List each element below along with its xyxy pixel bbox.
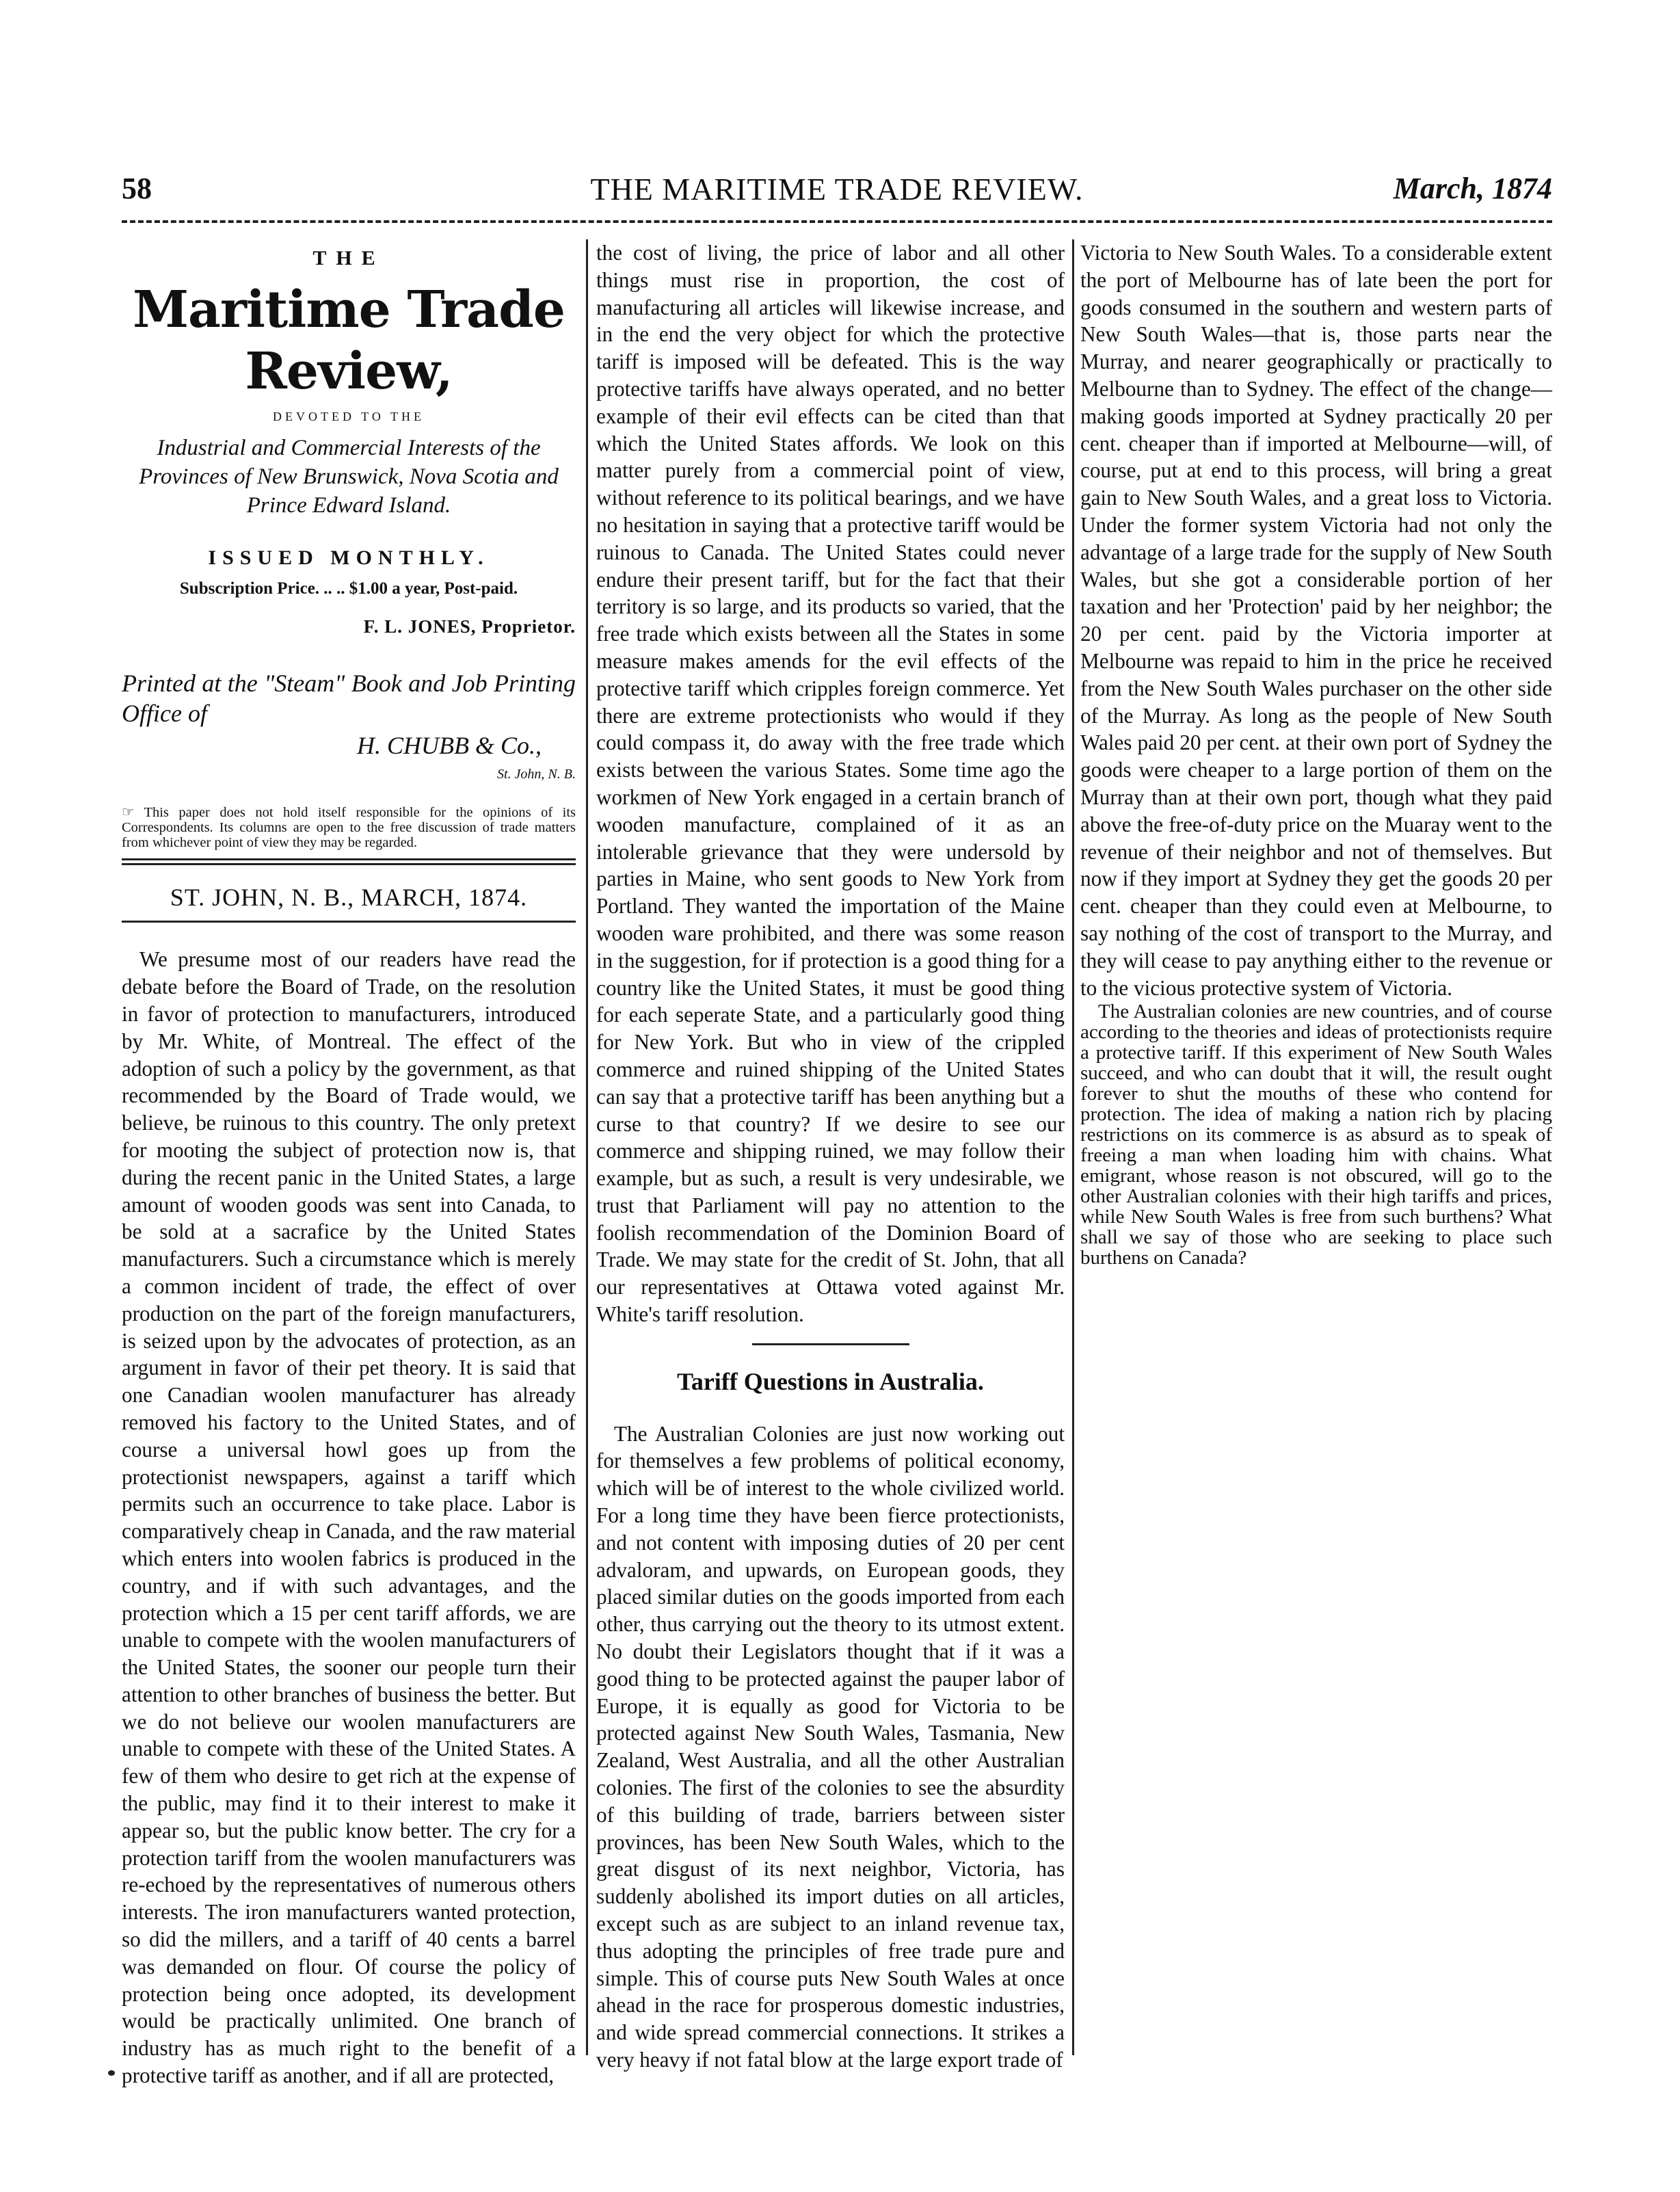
dateline-rule [122,921,576,923]
issue-date: March, 1874 [1393,172,1552,205]
column-1 [122,239,576,2089]
column-2 [596,239,1065,2089]
masthead-the: THE [312,247,385,269]
masthead-rule [122,858,576,860]
article-title: Tariff Questions in Australia. [677,1367,984,1395]
article-text-part-1: The Australian Colonies are just now working out for themselves a few problems of political economy, which will be of interest to the whole civilized world. For a long time they have been fierce protectionists, and not content with imposing duties of 20 per cent advaloram, and upwards, on European goods, they placed similar duties on the goods imported from each other, thus carrying out the theory to its utmost extent. No doubt their Legislators thought that if it was a good thing to be protected against the pauper labor of Europe, it is equally as good for Victoria to be protected against New South Wales, Tasmania, New Zealand, West Australia, and all the other Australian colonies. The first of the colonies to see the absurdity of this building of trade, barriers between sister provinces, has been New South Wales, which to the great disgust of its next neighbor, Victoria, has suddenly abolished its import duties on all articles, except such as are subject to an inland revenue tax, thus adopting the principles of free trade pure and simple. This of course puts New South Wales at once ahead in the race for prosperous domestic industries, and wide spread commercial connections. It strikes a very heavy if not fatal blow at the large export trade of [596,1421,1065,2072]
running-header [122,171,1552,212]
masthead-devoted: DEVOTED TO THE [273,409,425,423]
margin-mark [108,2070,115,2076]
column-3 [1080,239,1552,2089]
masthead-description: Industrial and Commercial Interests of the Provinces of New Brunswick, Nova Scotia and Prince Edward Island. [139,435,559,518]
masthead-title: Maritime Trade Review, [133,280,565,401]
printer-name: H. CHUBB & Co., [357,731,542,759]
dateline: ST. JOHN, N. B., MARCH, 1874. [170,883,528,911]
printer-place: St. John, N. B. [497,766,576,782]
header-rule [122,220,1552,223]
proprietor: F. L. JONES, Proprietor. [363,616,576,637]
masthead-frequency: ISSUED MONTHLY. [208,546,490,569]
printer-note: Printed at the "Steam" Book and Job Printing Office of [122,669,576,727]
editorial-text-part-2: the cost of living, the price of labor and all other things must rise in proportion, the cost of manufacturing all articles will likewise increase, and in the end the very object for which the protective tariff is imposed will be defeated. This is the way protective tariffs have always operated, and no better example of their evil effects can be cited than that which the United States affords. We look on this matter purely from a commercial point of view, without reference to its political bearings, and we have no hesitation in saying that a protective tariff would be ruinous to Canada. The United States could never endure their present tariff, but for the fact that their territory is so large, and its products so varied, that the free trade which exists between all the States in some measure makes amends for the evil effects of the protective tariff which cripples foreign commerce. Yet there are extreme protectionists who would if they could compass it, do away with the free trade which exists between the various States. Some time ago the workmen of New York engaged in a certain branch of wooden manufacture, complained of it as an intolerable grievance that they were undersold by parties in Maine, who sent goods to New York from Portland. They wanted the importation of the Maine wooden ware prohibited, and there was some reason in the suggestion, for if protection is a good thing for a country like the United States, it must be good thing for each seperate State, and a particularly good thing for New York. But who in view of the crippled commerce and ruined shipping of the United States can say that a protective tariff has been anything but a curse to that country? If we desire to see our commerce and shipping ruined, we may follow their example, but as such, a result is very undesirable, we trust that Parliament will pay no attention to the foolish recommendation of the Dominion Board of Trade. We may state for the credit of St. John, that all our representatives at Ottawa voted against Mr. White's tariff resolution. [596,241,1065,1327]
disclaimer: ☞ This paper does not hold itself responsible for the opinions of its Correspondents. Its columns are open to the free discussion of trade matters from whichever point of view they may be regarded. [122,804,576,850]
subscription-price: Subscription Price. .. .. $1.00 a year, Post-paid. [179,579,518,598]
masthead-rule [122,863,576,865]
editorial-text-part-1: We presume most of our readers have read the debate before the Board of Trade, on the resolution in favor of protection to manufacturers, introduced by Mr. White, of Montreal. The effect of the adoption of such a policy by the government, as that recommended by the Board of Trade would, we believe, be ruinous to this country. The only pretext for mooting the subject of protection now is, that during the recent panic in the United States, a large amount of wooden goods was sent into Canada, to be sold at a sacrafice by the United States manufacturers. Such a circumstance which is merely a common incident of trade, the effect of over production on the part of the foreign manufacturers, is seized upon by the advocates of protection, as an argument in favor of their pet theory. It is said that one Canadian woolen manufacturer has already removed his factory to the United States, and of course a universal howl goes up from the protectionist newspapers, against a tariff which permits such an occurrence to take place. Labor is comparatively cheap in Canada, and the raw material which enters into woolen fabrics is produced in the country, and if with such advantages, and the protection which a 15 per cent tariff affords, we are unable to compete with the woolen manufacturers of the United States, the sooner our people turn their attention to other branches of business the better. But we do not believe our woolen manufacturers are unable to compete with these of the United States. A few of them who desire to get rich at the expense of the public, may find it to their interest to make it appear so, but the public know better. The cry for a protection tariff from the woolen manufacturers was re-echoed by the representatives of numerous others interests. The iron manufacturers wanted protection, so did the millers, and a tariff of 40 cents a barrel was demanded on flour. Of course the policy of protection being once adopted, its development would be practically unlimited. One branch of industry has as much right to the benefit of a protective tariff as another, and if all are protected, [122,947,576,2088]
column-divider [1072,239,1074,2055]
page-number: 58 [122,172,152,205]
publication-title: THE MARITIME TRADE REVIEW. [590,172,1084,207]
article-paragraph: The Australian colonies are new countries, and of course according to the theories and ideas of protectionists require a protective tariff. If this experiment of New South Wales succeed, and who can doubt that it will, the result ought forever to shut the mouths of these who contend for protection. The idea of making a nation rich by placing restrictions on its commerce is as absurd as to speak of freeing a man when loading him with chains. What emigrant, whose reason is not obscured, will go to the other Australian colonies with their high tariffs and prices, while New South Wales is free from such burthens? What shall we say of those who are seeking to place such burthens on Canada? [1080,1001,1552,1269]
column-divider [586,239,588,2055]
section-rule [752,1343,909,1345]
article-text-part-2: Victoria to New South Wales. To a considerable extent the port of Melbourne has of late been the port for goods consumed in the southern and western parts of New South Wales—that is, those parts near the Murray, and nearer geographically or practically to Melbourne than to Sydney. The effect of the change—making goods imported at Sydney practically 20 per cent. cheaper than if imported at Melbourne—will, of course, put at end to this process, will bring a great gain to New South Wales, and a great loss to Victoria. Under the former system Victoria had not only the advantage of a large trade for the supply of New South Wales, but she got a considerable portion of her taxation and her 'Protection' paid by her neighbor; the 20 per cent. paid by the Victoria importer at Melbourne was repaid to him in the price he received from the New South Wales purchaser on the other side of the Murray. As long as the people of New South Wales paid 20 per cent. at their own port of Sydney the goods were cheaper to a large portion of them on the Murray than at their own port, though what they paid above the free-of-duty price on the Muaray went to the revenue of their neighbor and not of themselves. But now if they import at Sydney they get the goods 20 per cent. cheaper than they could even at Melbourne, to say nothing of the cost of transport to the Murray, and they will cease to pay anything either to the revenue or to the vicious protective system of Victoria. [1080,241,1552,1000]
